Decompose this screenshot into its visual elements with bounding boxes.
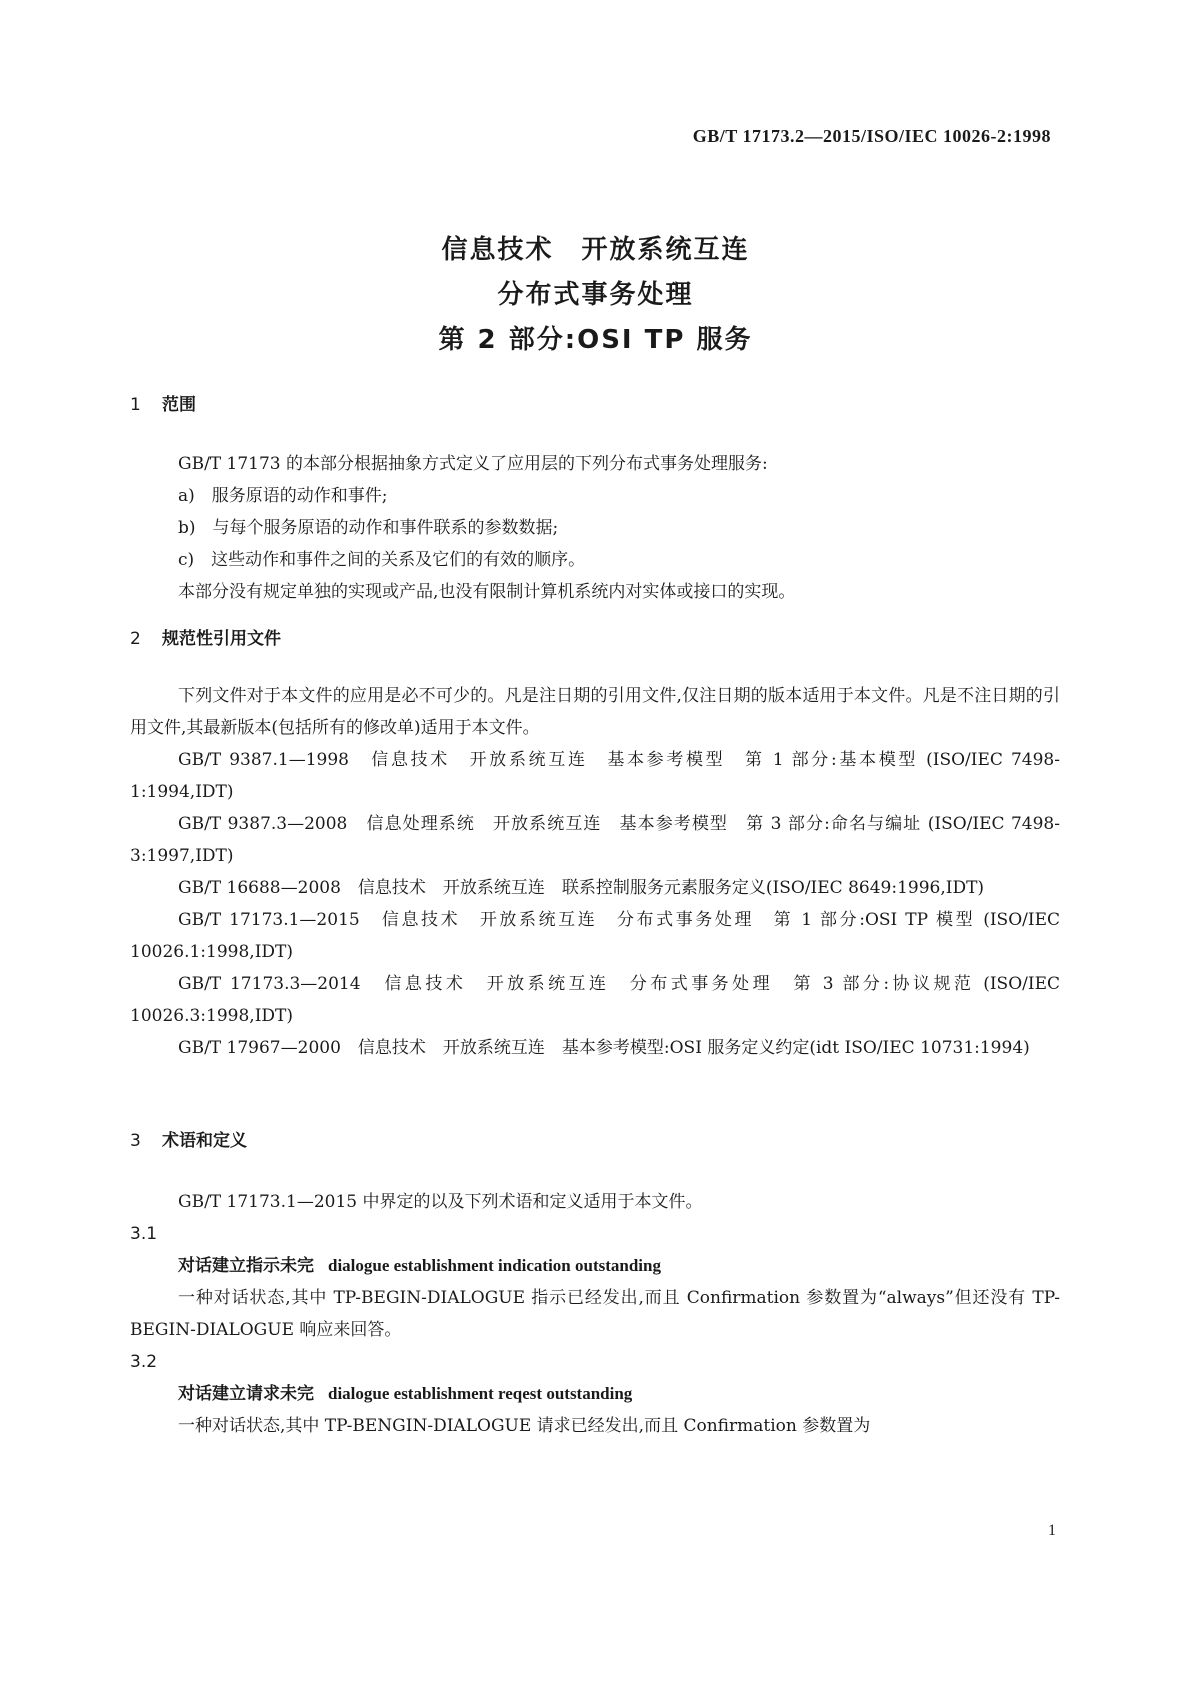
- title-line-3: 第 2 部分:OSI TP 服务: [438, 325, 753, 355]
- list-item: a) 服务原语的动作和事件;: [178, 486, 388, 506]
- term-title-zh: 对话建立指示未完: [178, 1256, 314, 1276]
- term-title-zh: 对话建立请求未完: [178, 1384, 314, 1404]
- section-1: [130, 392, 1060, 418]
- section-1-body: [130, 448, 1060, 608]
- term-definition: 一种对话状态,其中 TP-BENGIN-DIALOGUE 请求已经发出,而且 Confirmation 参数置为: [178, 1416, 871, 1436]
- reference-item: GB/T 16688—2008 信息技术 开放系统互连 联系控制服务元素服务定义(ISO/IEC 8649:1996,IDT): [178, 878, 985, 898]
- standard-number: GB/T 17173.2—2015/ISO/IEC 10026-2:1998: [692, 126, 1051, 146]
- document-title: [0, 228, 1191, 363]
- title-line-1: 信息技术 开放系统互连: [441, 235, 750, 265]
- page-number: 1: [1048, 1522, 1056, 1539]
- reference-item: GB/T 9387.1—1998 信息技术 开放系统互连 基本参考模型 第 1 部分:基本模型 (ISO/IEC 7498-1:1994,IDT): [130, 750, 1060, 802]
- title-line-2: 分布式事务处理: [497, 280, 694, 310]
- term-definition: 一种对话状态,其中 TP-BEGIN-DIALOGUE 指示已经发出,而且 Confirmation 参数置为“always”但还没有 TP-BEGIN-DIALOGUE 响应来回答。: [130, 1288, 1060, 1340]
- section-3-title: 术语和定义: [162, 1131, 247, 1151]
- section-2-title: 规范性引用文件: [162, 629, 281, 649]
- section-3-number: 3: [130, 1131, 141, 1151]
- reference-item: GB/T 17967—2000 信息技术 开放系统互连 基本参考模型:OSI 服务定义约定(idt ISO/IEC 10731:1994): [178, 1038, 1030, 1058]
- section-2-number: 2: [130, 629, 141, 649]
- section-3-heading: [130, 1128, 1060, 1154]
- section-1-number: 1: [130, 395, 141, 415]
- section-1-closing: 本部分没有规定单独的实现或产品,也没有限制计算机系统内对实体或接口的实现。: [178, 582, 796, 602]
- list-item: b) 与每个服务原语的动作和事件联系的参数数据;: [178, 518, 559, 538]
- section-2-heading: [130, 626, 1060, 652]
- term-title-en: dialogue establishment reqest outstanding: [328, 1384, 633, 1403]
- reference-item: GB/T 17173.3—2014 信息技术 开放系统互连 分布式事务处理 第 3 部分:协议规范 (ISO/IEC 10026.3:1998,IDT): [130, 974, 1060, 1026]
- section-1-title: 范围: [162, 395, 196, 415]
- section-2: [130, 626, 1060, 652]
- section-2-body: [130, 680, 1060, 1064]
- list-item: c) 这些动作和事件之间的关系及它们的有效的顺序。: [178, 550, 586, 570]
- section-3-body: [130, 1186, 1060, 1442]
- section-3: [130, 1128, 1060, 1154]
- term-title: [130, 1378, 1060, 1410]
- reference-item: GB/T 9387.3—2008 信息处理系统 开放系统互连 基本参考模型 第 3 部分:命名与编址 (ISO/IEC 7498-3:1997,IDT): [130, 814, 1060, 866]
- term-number: 3.1: [130, 1224, 158, 1244]
- term-title-en: dialogue establishment indication outstanding: [328, 1256, 661, 1275]
- section-1-intro: GB/T 17173 的本部分根据抽象方式定义了应用层的下列分布式事务处理服务:: [178, 454, 768, 474]
- term-title: [130, 1250, 1060, 1282]
- section-2-intro: 下列文件对于本文件的应用是必不可少的。凡是注日期的引用文件,仅注日期的版本适用于本文件。凡是不注日期的引用文件,其最新版本(包括所有的修改单)适用于本文件。: [130, 686, 1060, 738]
- reference-item: GB/T 17173.1—2015 信息技术 开放系统互连 分布式事务处理 第 1 部分:OSI TP 模型 (ISO/IEC 10026.1:1998,IDT): [130, 910, 1060, 962]
- term-number: 3.2: [130, 1352, 158, 1372]
- section-1-heading: [130, 392, 1060, 418]
- section-3-intro: GB/T 17173.1—2015 中界定的以及下列术语和定义适用于本文件。: [178, 1192, 703, 1212]
